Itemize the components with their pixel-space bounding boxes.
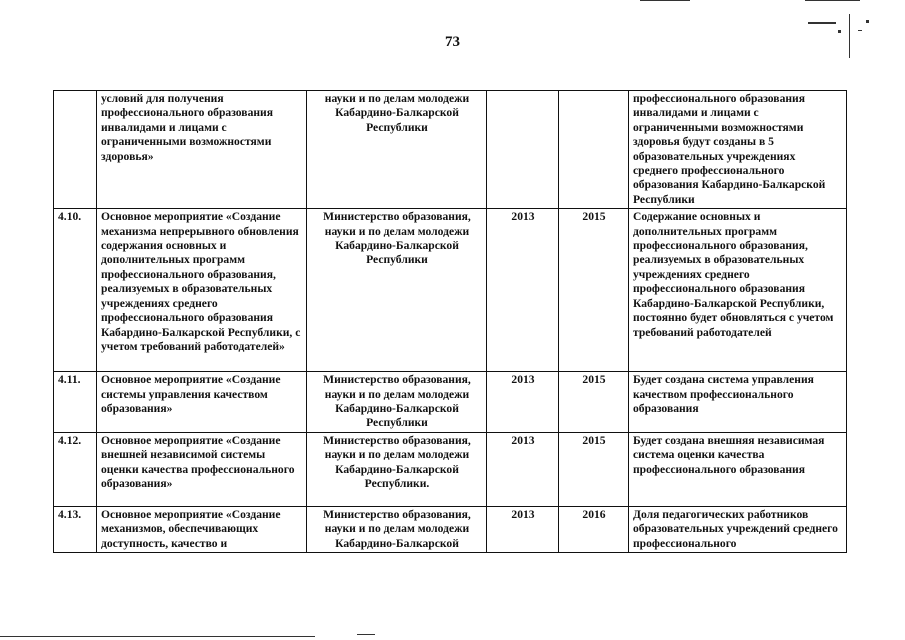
scan-artifact <box>640 0 690 1</box>
result-cell: Доля педагогических работников образовательных учреждений среднего профессионального <box>629 506 847 552</box>
table-row <box>54 432 847 506</box>
row-number <box>54 91 97 209</box>
scan-artifact <box>808 22 836 24</box>
table-row <box>54 372 847 433</box>
executor-cell: Министерство образования, науки и по делам молодежи Кабардино-Балкарской <box>307 506 487 552</box>
scan-artifact <box>849 14 850 58</box>
result-cell: профессионального образования инвалидами и лицами с ограниченными возможностями здоровья будут созданы в 5 образовательных учреждениях среднего профессионального образования Кабардино-Балкарской Республики <box>629 91 847 209</box>
table-row <box>54 209 847 372</box>
start-year-cell: 2013 <box>487 372 559 433</box>
end-year-cell: 2015 <box>559 432 629 506</box>
scan-artifact <box>838 30 841 33</box>
end-year-cell <box>559 91 629 209</box>
start-year-cell: 2013 <box>487 209 559 372</box>
table-row <box>54 91 847 209</box>
page-number: 73 <box>445 34 460 50</box>
activity-cell: Основное мероприятие «Создание механизма непрерывного обновления содержания основных и дополнительных программ профессионального образования, реализуемых в образовательных учреждениях среднего профессионального образования Кабардино-Балкарской Республики, с учетом требований работодателей» <box>97 209 307 372</box>
end-year-cell: 2015 <box>559 372 629 433</box>
scan-artifact <box>357 634 375 635</box>
executor-cell: Министерство образования, науки и по делам молодежи Кабардино-Балкарской Республики. <box>307 432 487 506</box>
scan-artifact <box>866 20 869 23</box>
row-number: 4.10. <box>54 209 97 372</box>
scan-artifact <box>0 636 315 637</box>
result-cell: Содержание основных и дополнительных программ профессионального образования, реализуемых в образовательных учреждениях среднего профессионального образования Кабардино-Балкарской Республики, постоянно будет обновляться с учетом требований работодателей <box>629 209 847 372</box>
program-activities-table <box>53 90 847 553</box>
executor-cell: Министерство образования, науки и по делам молодежи Кабардино-Балкарской Республики <box>307 372 487 433</box>
activity-cell: Основное мероприятие «Создание внешней независимой системы оценки качества профессионального образования» <box>97 432 307 506</box>
row-number: 4.11. <box>54 372 97 433</box>
activity-cell: Основное мероприятие «Создание системы управления качеством образования» <box>97 372 307 433</box>
start-year-cell: 2013 <box>487 432 559 506</box>
scan-artifact <box>805 0 860 1</box>
activity-cell: Основное мероприятие «Создание механизмов, обеспечивающих доступность, качество и <box>97 506 307 552</box>
row-number: 4.13. <box>54 506 97 552</box>
result-cell: Будет создана система управления качеством профессионального образования <box>629 372 847 433</box>
row-number: 4.12. <box>54 432 97 506</box>
start-year-cell: 2013 <box>487 506 559 552</box>
result-cell: Будет создана внешняя независимая система оценки качества профессионального образования <box>629 432 847 506</box>
end-year-cell: 2016 <box>559 506 629 552</box>
end-year-cell: 2015 <box>559 209 629 372</box>
scan-artifact <box>858 30 862 31</box>
executor-cell: Министерство образования, науки и по делам молодежи Кабардино-Балкарской Республики <box>307 209 487 372</box>
executor-cell: науки и по делам молодежи Кабардино-Балкарской Республики <box>307 91 487 209</box>
table-row <box>54 506 847 552</box>
activity-cell: условий для получения профессионального образования инвалидами и лицами с ограниченными возможностями здоровья» <box>97 91 307 209</box>
start-year-cell <box>487 91 559 209</box>
